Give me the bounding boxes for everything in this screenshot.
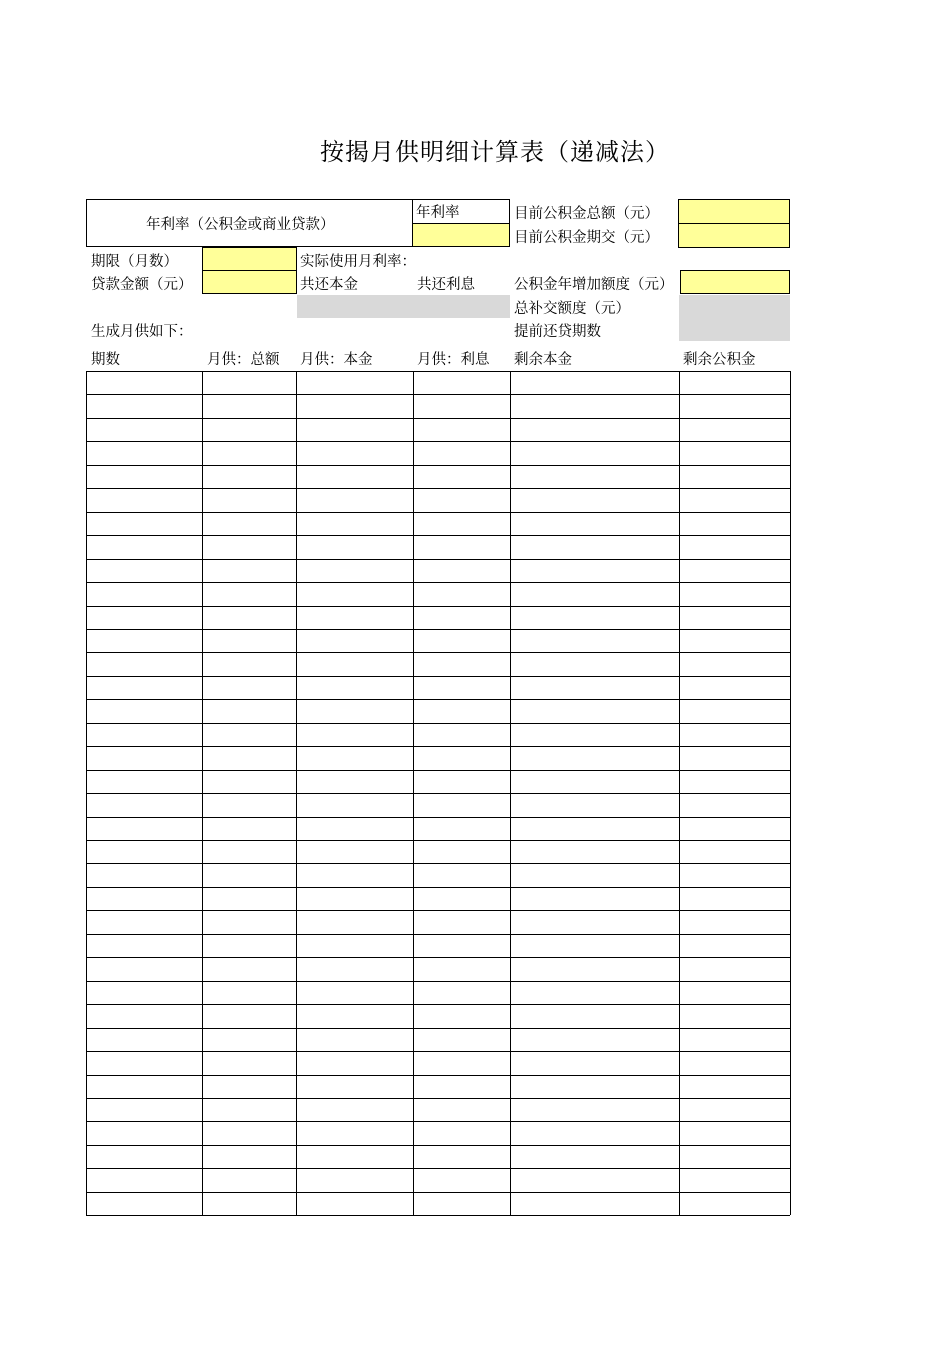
annual-rate-label: 年利率 — [416, 205, 460, 221]
table-cell[interactable] — [679, 394, 790, 417]
table-column-line — [790, 371, 791, 1215]
table-cell[interactable] — [413, 394, 510, 417]
table-cell[interactable] — [86, 1075, 202, 1098]
table-cell[interactable] — [413, 512, 510, 535]
table-cell[interactable] — [202, 465, 296, 488]
table-cell[interactable] — [510, 652, 679, 675]
table-cell[interactable] — [202, 1098, 296, 1121]
table-cell[interactable] — [413, 840, 510, 863]
table-cell[interactable] — [413, 1145, 510, 1168]
table-cell[interactable] — [413, 699, 510, 722]
table-cell[interactable] — [510, 699, 679, 722]
table-cell[interactable] — [86, 418, 202, 441]
table-cell[interactable] — [202, 559, 296, 582]
table-cell[interactable] — [296, 371, 413, 394]
table-cell[interactable] — [679, 887, 790, 910]
table-cell[interactable] — [510, 793, 679, 816]
table-cell[interactable] — [202, 910, 296, 933]
table-cell[interactable] — [296, 652, 413, 675]
generated-label: 生成月供如下： — [91, 324, 193, 340]
table-cell[interactable] — [296, 441, 413, 464]
table-cell[interactable] — [202, 606, 296, 629]
table-cell[interactable] — [202, 817, 296, 840]
table-cell[interactable] — [202, 488, 296, 511]
table-cell[interactable] — [86, 606, 202, 629]
table-cell[interactable] — [510, 746, 679, 769]
table-cell[interactable] — [296, 1168, 413, 1191]
total-interest-label: 共还利息 — [417, 277, 475, 293]
table-cell[interactable] — [202, 699, 296, 722]
table-cell[interactable] — [202, 723, 296, 746]
table-cell[interactable] — [679, 512, 790, 535]
column-header-remaining-principal: 剩余本金 — [514, 352, 572, 368]
table-cell[interactable] — [679, 629, 790, 652]
table-cell[interactable] — [510, 559, 679, 582]
column-header-remaining-fund: 剩余公积金 — [683, 352, 756, 368]
table-cell[interactable] — [413, 606, 510, 629]
table-cell[interactable] — [679, 488, 790, 511]
table-cell[interactable] — [510, 910, 679, 933]
table-cell[interactable] — [86, 1121, 202, 1144]
column-header-payment-interest: 月供：利息 — [417, 352, 490, 368]
table-cell[interactable] — [202, 582, 296, 605]
table-cell[interactable] — [86, 629, 202, 652]
table-cell[interactable] — [86, 910, 202, 933]
fund-annual-increase-input[interactable] — [680, 270, 790, 294]
table-cell[interactable] — [679, 1004, 790, 1027]
table-cell[interactable] — [202, 418, 296, 441]
table-cell[interactable] — [296, 793, 413, 816]
fund-monthly-input[interactable] — [678, 223, 790, 248]
table-cell[interactable] — [413, 934, 510, 957]
table-cell[interactable] — [413, 817, 510, 840]
table-cell[interactable] — [86, 793, 202, 816]
prepay-periods-label: 提前还贷期数 — [514, 324, 601, 340]
table-cell[interactable] — [86, 770, 202, 793]
table-cell[interactable] — [202, 887, 296, 910]
table-cell[interactable] — [86, 441, 202, 464]
table-cell[interactable] — [413, 441, 510, 464]
table-cell[interactable] — [296, 559, 413, 582]
table-cell[interactable] — [202, 629, 296, 652]
table-cell[interactable] — [510, 629, 679, 652]
prepay-periods-value — [679, 318, 790, 341]
table-cell[interactable] — [510, 957, 679, 980]
table-cell[interactable] — [86, 934, 202, 957]
fund-monthly-label: 目前公积金期交（元） — [514, 230, 659, 246]
fund-total-label: 目前公积金总额（元） — [514, 206, 659, 222]
table-cell[interactable] — [679, 793, 790, 816]
table-cell[interactable] — [510, 981, 679, 1004]
table-cell[interactable] — [510, 1028, 679, 1051]
table-cell[interactable] — [296, 629, 413, 652]
annual-rate-input[interactable] — [412, 223, 510, 247]
total-principal-label: 共还本金 — [300, 277, 358, 293]
table-cell[interactable] — [202, 957, 296, 980]
table-cell[interactable] — [296, 394, 413, 417]
table-cell[interactable] — [86, 1098, 202, 1121]
table-cell[interactable] — [510, 1121, 679, 1144]
table-cell[interactable] — [413, 1028, 510, 1051]
table-cell[interactable] — [413, 371, 510, 394]
table-cell[interactable] — [86, 1004, 202, 1027]
table-cell[interactable] — [510, 676, 679, 699]
table-cell[interactable] — [679, 723, 790, 746]
table-cell[interactable] — [679, 1028, 790, 1051]
table-cell[interactable] — [510, 1075, 679, 1098]
table-cell[interactable] — [86, 699, 202, 722]
table-cell[interactable] — [296, 418, 413, 441]
total-supplement-label: 总补交额度（元） — [514, 301, 630, 317]
table-cell[interactable] — [679, 441, 790, 464]
table-cell[interactable] — [296, 699, 413, 722]
table-cell[interactable] — [86, 1145, 202, 1168]
total-principal-value — [297, 295, 413, 318]
table-cell[interactable] — [413, 793, 510, 816]
table-cell[interactable] — [510, 606, 679, 629]
table-cell[interactable] — [202, 371, 296, 394]
table-cell[interactable] — [296, 1004, 413, 1027]
page-title: 按揭月供明细计算表（递减法） — [320, 138, 670, 166]
table-cell[interactable] — [202, 1192, 296, 1215]
table-cell[interactable] — [510, 1098, 679, 1121]
table-cell[interactable] — [202, 1028, 296, 1051]
table-cell[interactable] — [413, 582, 510, 605]
table-cell[interactable] — [510, 371, 679, 394]
table-cell[interactable] — [413, 676, 510, 699]
table-cell[interactable] — [510, 418, 679, 441]
column-header-payment-principal: 月供：本金 — [300, 352, 373, 368]
table-cell[interactable] — [202, 981, 296, 1004]
table-cell[interactable] — [510, 441, 679, 464]
table-cell[interactable] — [296, 817, 413, 840]
table-cell[interactable] — [86, 817, 202, 840]
table-cell[interactable] — [679, 1098, 790, 1121]
table-cell[interactable] — [679, 582, 790, 605]
table-cell[interactable] — [679, 559, 790, 582]
table-cell[interactable] — [679, 1192, 790, 1215]
term-input[interactable] — [202, 247, 297, 271]
actual-monthly-rate-label: 实际使用月利率： — [300, 254, 416, 270]
table-cell[interactable] — [413, 418, 510, 441]
table-cell[interactable] — [86, 559, 202, 582]
table-cell[interactable] — [296, 746, 413, 769]
table-cell[interactable] — [413, 629, 510, 652]
table-row-line — [86, 1215, 790, 1216]
table-cell[interactable] — [679, 1121, 790, 1144]
table-cell[interactable] — [86, 981, 202, 1004]
table-cell[interactable] — [202, 1051, 296, 1074]
table-cell[interactable] — [510, 394, 679, 417]
table-cell[interactable] — [86, 1168, 202, 1191]
table-cell[interactable] — [679, 652, 790, 675]
table-cell[interactable] — [510, 1145, 679, 1168]
table-cell[interactable] — [202, 1168, 296, 1191]
rate-type-label: 年利率（公积金或商业贷款） — [146, 217, 335, 233]
table-cell[interactable] — [413, 723, 510, 746]
column-header-period: 期数 — [91, 352, 120, 368]
table-cell[interactable] — [296, 981, 413, 1004]
table-cell[interactable] — [296, 1145, 413, 1168]
table-cell[interactable] — [202, 840, 296, 863]
table-cell[interactable] — [202, 512, 296, 535]
table-cell[interactable] — [296, 1098, 413, 1121]
table-cell[interactable] — [679, 934, 790, 957]
table-cell[interactable] — [510, 863, 679, 886]
table-cell[interactable] — [510, 887, 679, 910]
table-cell[interactable] — [679, 676, 790, 699]
table-cell[interactable] — [296, 1028, 413, 1051]
table-cell[interactable] — [86, 887, 202, 910]
table-cell[interactable] — [510, 770, 679, 793]
table-cell[interactable] — [296, 1192, 413, 1215]
table-cell[interactable] — [413, 981, 510, 1004]
table-cell[interactable] — [510, 934, 679, 957]
table-cell[interactable] — [679, 1075, 790, 1098]
table-cell[interactable] — [413, 535, 510, 558]
column-header-payment-total: 月供：总额 — [207, 352, 280, 368]
table-cell[interactable] — [86, 957, 202, 980]
table-cell[interactable] — [296, 957, 413, 980]
table-cell[interactable] — [296, 934, 413, 957]
table-cell[interactable] — [679, 699, 790, 722]
table-cell[interactable] — [86, 1051, 202, 1074]
table-cell[interactable] — [296, 910, 413, 933]
table-cell[interactable] — [510, 1192, 679, 1215]
total-supplement-value — [679, 295, 790, 318]
table-cell[interactable] — [413, 1192, 510, 1215]
table-cell[interactable] — [202, 1145, 296, 1168]
table-cell[interactable] — [86, 1028, 202, 1051]
fund-total-input[interactable] — [678, 199, 790, 224]
table-cell[interactable] — [296, 488, 413, 511]
table-cell[interactable] — [86, 676, 202, 699]
table-cell[interactable] — [86, 652, 202, 675]
table-cell[interactable] — [296, 606, 413, 629]
table-cell[interactable] — [202, 746, 296, 769]
table-cell[interactable] — [202, 934, 296, 957]
table-cell[interactable] — [296, 512, 413, 535]
table-cell[interactable] — [296, 1121, 413, 1144]
table-cell[interactable] — [679, 606, 790, 629]
table-cell[interactable] — [296, 887, 413, 910]
term-label: 期限（月数） — [91, 254, 178, 270]
table-cell[interactable] — [86, 723, 202, 746]
table-cell[interactable] — [413, 1121, 510, 1144]
table-cell[interactable] — [679, 770, 790, 793]
table-cell[interactable] — [202, 676, 296, 699]
table-cell[interactable] — [296, 582, 413, 605]
table-cell[interactable] — [510, 1168, 679, 1191]
table-cell[interactable] — [86, 1192, 202, 1215]
table-cell[interactable] — [296, 1075, 413, 1098]
table-cell[interactable] — [510, 512, 679, 535]
table-cell[interactable] — [86, 863, 202, 886]
table-cell[interactable] — [413, 652, 510, 675]
table-cell[interactable] — [86, 465, 202, 488]
table-cell[interactable] — [510, 1004, 679, 1027]
table-cell[interactable] — [679, 840, 790, 863]
table-cell[interactable] — [296, 723, 413, 746]
table-cell[interactable] — [296, 676, 413, 699]
table-cell[interactable] — [679, 1168, 790, 1191]
table-cell[interactable] — [510, 488, 679, 511]
table-cell[interactable] — [510, 465, 679, 488]
table-cell[interactable] — [679, 1051, 790, 1074]
table-cell[interactable] — [86, 535, 202, 558]
table-cell[interactable] — [413, 1075, 510, 1098]
table-cell[interactable] — [202, 394, 296, 417]
table-cell[interactable] — [413, 887, 510, 910]
table-cell[interactable] — [679, 418, 790, 441]
table-cell[interactable] — [86, 371, 202, 394]
table-cell[interactable] — [202, 652, 296, 675]
table-cell[interactable] — [510, 535, 679, 558]
table-cell[interactable] — [202, 1075, 296, 1098]
loan-amount-input[interactable] — [202, 270, 297, 294]
table-cell[interactable] — [413, 1168, 510, 1191]
table-cell[interactable] — [413, 559, 510, 582]
table-cell[interactable] — [510, 582, 679, 605]
table-cell[interactable] — [679, 863, 790, 886]
payment-schedule-table — [86, 371, 790, 1215]
table-cell[interactable] — [679, 910, 790, 933]
table-cell[interactable] — [86, 512, 202, 535]
table-cell[interactable] — [679, 535, 790, 558]
table-cell[interactable] — [202, 793, 296, 816]
table-cell[interactable] — [679, 817, 790, 840]
table-cell[interactable] — [510, 840, 679, 863]
table-cell[interactable] — [679, 1145, 790, 1168]
table-cell[interactable] — [413, 746, 510, 769]
table-cell[interactable] — [202, 863, 296, 886]
table-cell[interactable] — [413, 770, 510, 793]
table-cell[interactable] — [86, 488, 202, 511]
table-cell[interactable] — [413, 465, 510, 488]
table-cell[interactable] — [413, 863, 510, 886]
table-cell[interactable] — [296, 770, 413, 793]
table-cell[interactable] — [86, 394, 202, 417]
table-cell[interactable] — [202, 1121, 296, 1144]
table-cell[interactable] — [679, 746, 790, 769]
table-cell[interactable] — [202, 1004, 296, 1027]
table-cell[interactable] — [413, 1098, 510, 1121]
fund-annual-increase-label: 公积金年增加额度（元） — [514, 277, 674, 293]
table-cell[interactable] — [679, 981, 790, 1004]
table-cell[interactable] — [413, 910, 510, 933]
table-cell[interactable] — [86, 840, 202, 863]
table-cell[interactable] — [413, 1051, 510, 1074]
table-cell[interactable] — [86, 582, 202, 605]
table-cell[interactable] — [296, 840, 413, 863]
table-cell[interactable] — [202, 770, 296, 793]
table-cell[interactable] — [296, 863, 413, 886]
table-cell[interactable] — [86, 746, 202, 769]
table-cell[interactable] — [679, 371, 790, 394]
table-cell[interactable] — [296, 1051, 413, 1074]
table-cell[interactable] — [413, 1004, 510, 1027]
table-cell[interactable] — [679, 957, 790, 980]
table-cell[interactable] — [202, 535, 296, 558]
loan-amount-label: 贷款金额（元） — [91, 277, 193, 293]
table-cell[interactable] — [413, 488, 510, 511]
table-cell[interactable] — [510, 1051, 679, 1074]
table-cell[interactable] — [679, 465, 790, 488]
table-cell[interactable] — [296, 535, 413, 558]
table-cell[interactable] — [296, 465, 413, 488]
table-cell[interactable] — [510, 817, 679, 840]
table-cell[interactable] — [413, 957, 510, 980]
table-cell[interactable] — [510, 723, 679, 746]
total-interest-value — [413, 295, 510, 318]
table-cell[interactable] — [202, 441, 296, 464]
